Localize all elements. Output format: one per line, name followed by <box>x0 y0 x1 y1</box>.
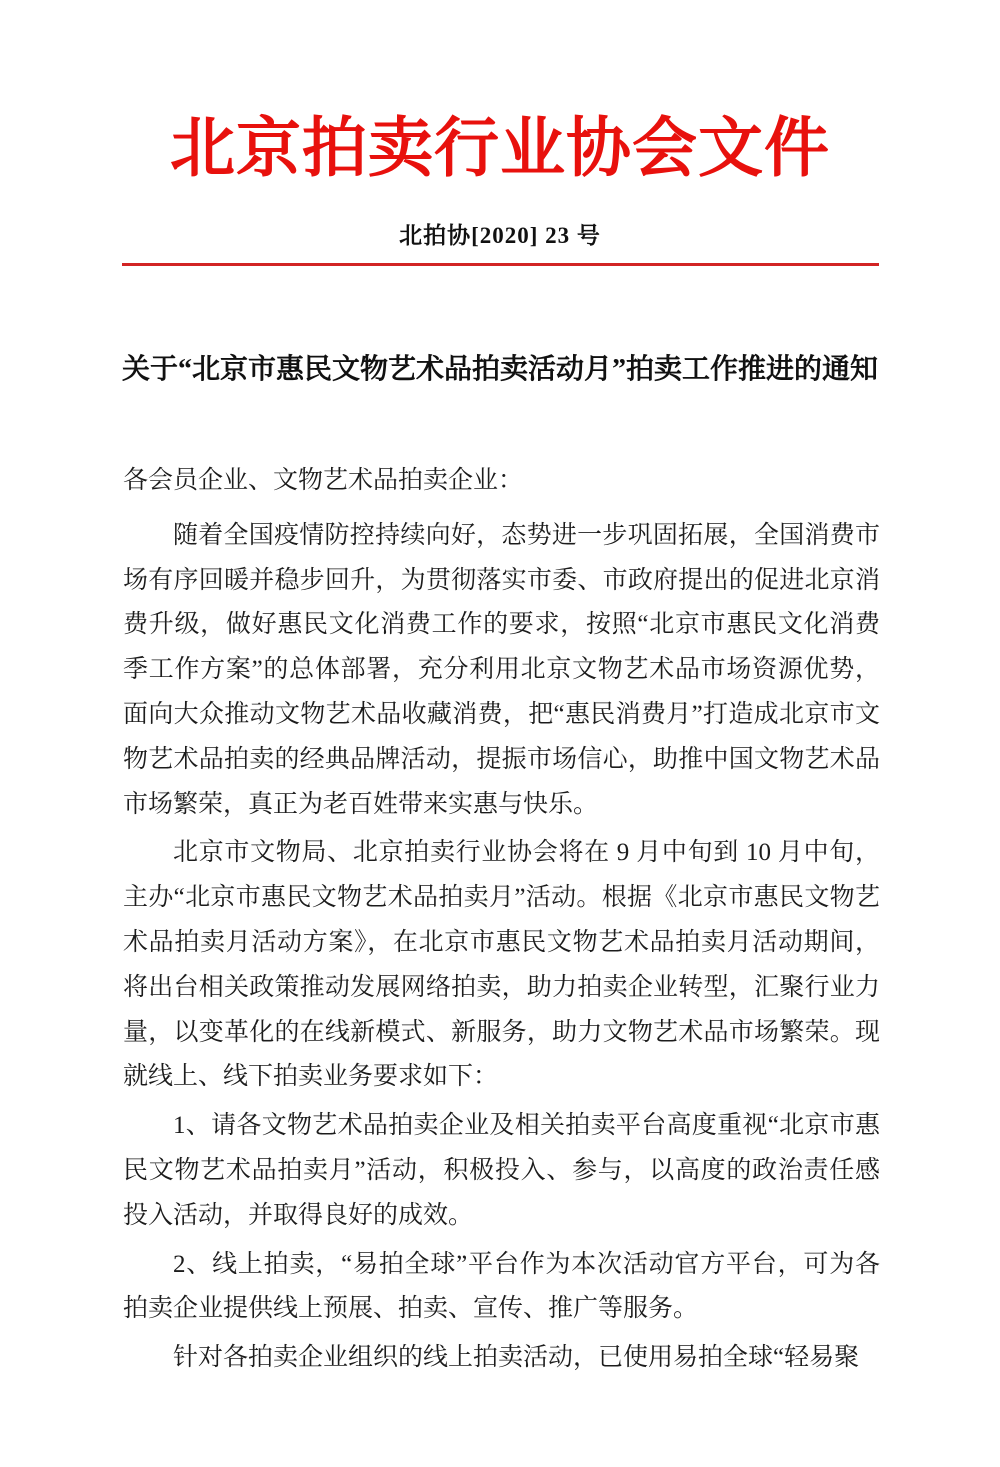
paragraph-item-1: 1、请各文物艺术品拍卖企业及相关拍卖平台高度重视“北京市惠民文物艺术品拍卖月”活动，积极投入、参与，以高度的政治责任感投入活动，并取得良好的成效。 <box>123 1112 880 1229</box>
red-header-rule <box>122 263 879 266</box>
paragraph-activity-plan: 北京市文物局、北京拍卖行业协会将在 9 月中旬到 10 月中旬，主办“北京市惠民文物艺术品拍卖月”活动。根据《北京市惠民文物艺术品拍卖月活动方案》，在北京市惠民文物艺术品拍卖月活动期间，将出台相关政策推动发展网络拍卖，助力拍卖企业转型，汇聚行业力量，以变革化的在线新模式、新服务，助力文物艺术品市场繁荣。现就线上、线下拍卖业务要求如下： <box>123 839 880 1091</box>
notice-title: 关于“北京市惠民文物艺术品拍卖活动月”拍卖工作推进的通知 <box>121 354 878 385</box>
paragraph-intro: 随着全国疫情防控持续向好，态势进一步巩固拓展，全国消费市场有序回暖并稳步回升，为贯彻落实市委、市政府提出的促进北京消费升级，做好惠民文化消费工作的要求，按照“北京市惠民文化消费季工作方案”的总体部署，充分利用北京文物艺术品市场资源优势，面向大众推动文物艺术品收藏消费，把“惠民消费月”打造成北京市文物艺术品拍卖的经典品牌活动，提振市场信心，助推中国文物艺术品市场繁荣，真正为老百姓带来实惠与快乐。 <box>123 521 880 818</box>
salutation: 各会员企业、文物艺术品拍卖企业： <box>123 467 524 494</box>
doc-number: 北拍协[2020] 23 号 <box>399 223 601 248</box>
document-body <box>0 459 1000 1381</box>
org-title: 北京拍卖行业协会文件 <box>169 113 830 185</box>
paragraph-item-2: 2、线上拍卖，“易拍全球”平台作为本次活动官方平台，可为各拍卖企业提供线上预展、拍卖、宣传、推广等服务。 <box>123 1250 880 1323</box>
paragraph-online-auction: 针对各拍卖企业组织的线上拍卖活动，已使用易拍全球“轻易聚 <box>173 1344 860 1372</box>
